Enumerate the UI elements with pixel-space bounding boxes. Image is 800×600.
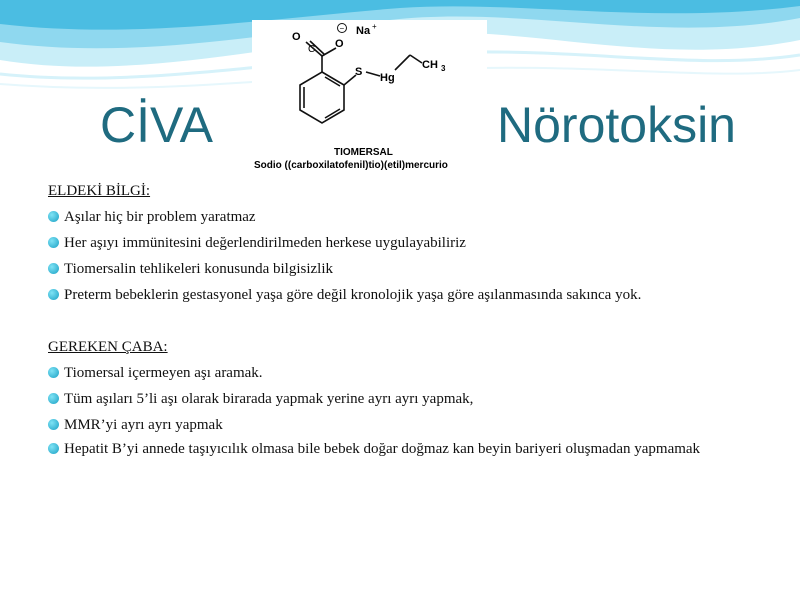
bullet-dot-icon	[48, 443, 59, 454]
section-gap	[48, 308, 768, 334]
bullet-dot-icon	[48, 237, 59, 248]
atom-s: S	[355, 66, 363, 78]
list-item: Preterm bebeklerin gestasyonel yaşa göre değil kronolojik yaşa göre aşılanmasında sakınca yok.	[48, 282, 768, 308]
atom-c: C	[308, 44, 316, 55]
list-item: MMR’yi ayrı ayrı yapmak	[48, 412, 768, 438]
atom-ch-sub: 3	[441, 64, 446, 73]
bullet-dot-icon	[48, 419, 59, 430]
atom-o-double: O	[292, 31, 301, 43]
list-item: Hepatit B’yi annede taşıyıcılık olmasa bile bebek doğar doğmaz kan beyin bariyeri oluşmadan yapmamak	[48, 438, 768, 460]
molecule-name: TIOMERSAL	[334, 147, 393, 158]
list-item: Tiomersalin tehlikeleri konusunda bilgisizlik	[48, 256, 768, 282]
bullet-dot-icon	[48, 393, 59, 404]
atom-ch: CH	[422, 59, 438, 71]
thiomersal-structure	[252, 20, 487, 172]
bullet-dot-icon	[48, 289, 59, 300]
bullet-dot-icon	[48, 211, 59, 222]
charge-minus: −	[339, 24, 345, 33]
list-item: Tüm aşıları 5’li aşı olarak birarada yapmak yerine ayrı ayrı yapmak,	[48, 386, 768, 412]
list-item: Aşılar hiç bir problem yaratmaz	[48, 204, 768, 230]
list-item: Her aşıyı immünitesini değerlendirilmeden herkese uygulayabiliriz	[48, 230, 768, 256]
slide-content	[48, 178, 768, 460]
atom-hg: Hg	[380, 72, 395, 84]
list-item: Tiomersal içermeyen aşı aramak.	[48, 360, 768, 386]
bullet-dot-icon	[48, 367, 59, 378]
atom-o-single: O	[335, 38, 344, 50]
molecule-iupac: Sodio ((carboxilatofenil)tio)(etil)mercurio	[254, 160, 448, 171]
na-charge: +	[372, 22, 377, 31]
title-civa: CİVA	[100, 97, 213, 153]
title-norotoksin: Nörotoksin	[497, 97, 736, 153]
atom-na: Na	[356, 25, 371, 37]
section-heading-eldeki-bilgi: ELDEKİ BİLGİ:	[48, 183, 151, 199]
bullet-dot-icon	[48, 263, 59, 274]
section-heading-gereken-caba: GEREKEN ÇABA:	[48, 339, 168, 355]
